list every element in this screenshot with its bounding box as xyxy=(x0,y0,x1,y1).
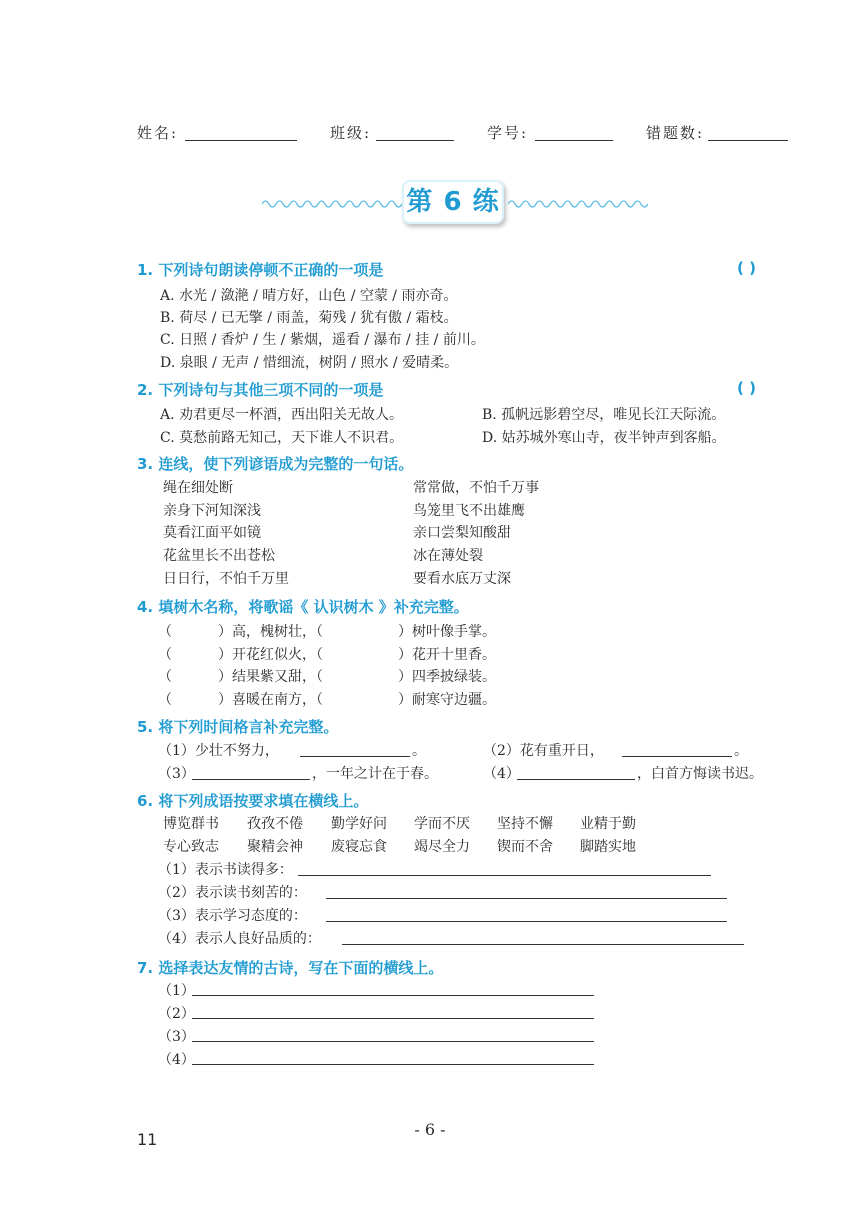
idiom-8: 聚精会神 xyxy=(247,839,303,855)
q1-option-b: B. 荷尽 / 已无擎 / 雨盖，菊残 / 犹有傲 / 霜枝。 xyxy=(160,310,458,326)
q5-blank-3[interactable] xyxy=(192,779,310,780)
q5-blank-4[interactable] xyxy=(517,779,635,780)
idiom-10: 竭尽全力 xyxy=(414,839,470,855)
q1-option-a: A. 水光 / 潋滟 / 晴方好，山色 / 空蒙 / 雨亦奇。 xyxy=(160,288,458,304)
q4-open-paren-4[interactable]: （ xyxy=(158,692,172,708)
proverb-right-2[interactable]: 鸟笼里飞不出雄鹰 xyxy=(413,503,525,519)
proverb-right-4[interactable]: 冰在薄处裂 xyxy=(413,548,483,564)
q5-item-2-end: 。 xyxy=(734,743,748,759)
q6-item-2: （2）表示读书刻苦的： xyxy=(158,885,307,901)
question-1: 1. 下列诗句朗读停顿不正确的一项是 xyxy=(137,261,384,279)
idiom-4: 学而不厌 xyxy=(414,816,470,832)
q6-blank-3[interactable] xyxy=(326,921,727,922)
q7-item-4: （4） xyxy=(158,1052,195,1068)
idiom-7: 专心致志 xyxy=(163,839,219,855)
q5-item-3: （3） xyxy=(158,766,195,782)
q2-option-d: D. 姑苏城外寒山寺，夜半钟声到客船。 xyxy=(482,430,726,446)
q4-row-2-b: ）花开十里香。 xyxy=(398,647,496,663)
q6-item-4: （4）表示人良好品质的： xyxy=(158,931,321,947)
class-field[interactable] xyxy=(376,140,454,141)
q4-row-4-a: ）喜暖在南方，（ xyxy=(218,692,323,708)
q7-item-3: （3） xyxy=(158,1029,195,1045)
idiom-6: 业精于勤 xyxy=(580,816,636,832)
question-3: 3. 连线，使下列谚语成为完整的一句话。 xyxy=(137,455,414,473)
q4-row-1-a: ）高，槐树壮，（ xyxy=(218,624,323,640)
q4-row-1-b: ）树叶像手掌。 xyxy=(398,624,496,640)
class-label: 班级: xyxy=(330,124,372,142)
idiom-2: 孜孜不倦 xyxy=(247,816,303,832)
lesson-title: 第 6 练 xyxy=(406,187,500,217)
student-id-label: 学号: xyxy=(487,124,529,142)
q4-row-2-a: ）开花红似火，（ xyxy=(218,647,323,663)
question-5: 5. 将下列时间格言补充完整。 xyxy=(137,718,339,736)
q5-item-4-end: ，白首方悔读书迟。 xyxy=(637,766,763,782)
q5-item-2: （2）花有重开日， xyxy=(483,743,604,759)
q4-open-paren-2[interactable]: （ xyxy=(158,647,172,663)
q6-blank-2[interactable] xyxy=(326,898,727,899)
proverb-right-3[interactable]: 亲口尝梨知酸甜 xyxy=(413,525,511,541)
errors-label: 错题数: xyxy=(646,124,705,142)
question-6: 6. 将下列成语按要求填在横线上。 xyxy=(137,792,369,810)
q7-blank-4[interactable] xyxy=(192,1064,594,1065)
q1-option-c: C. 日照 / 香炉 / 生 / 紫烟，遥看 / 瀑布 / 挂 / 前川。 xyxy=(160,332,485,348)
idiom-12: 脚踏实地 xyxy=(580,839,636,855)
q7-item-1: （1） xyxy=(158,983,195,999)
q6-item-3: （3）表示学习态度的： xyxy=(158,908,307,924)
proverb-left-3[interactable]: 莫看江面平如镜 xyxy=(163,525,261,541)
student-id-field[interactable] xyxy=(535,140,613,141)
idiom-9: 废寝忘食 xyxy=(331,839,387,855)
wave-right-decoration xyxy=(508,197,648,211)
answer-paren-2[interactable]: ( ) xyxy=(737,379,756,397)
q2-option-c: C. 莫愁前路无知己，天下谁人不识君。 xyxy=(160,430,404,446)
q6-blank-4[interactable] xyxy=(342,944,744,945)
name-field[interactable] xyxy=(185,140,297,141)
q5-blank-1[interactable] xyxy=(300,756,410,757)
page-number: - 6 - xyxy=(414,1120,446,1139)
proverb-right-5[interactable]: 要看水底万丈深 xyxy=(413,571,511,587)
q2-option-b: B. 孤帆远影碧空尽，唯见长江天际流。 xyxy=(482,407,726,423)
q6-item-1: （1）表示书读得多： xyxy=(158,862,293,878)
q7-blank-3[interactable] xyxy=(192,1041,594,1042)
corner-number: 11 xyxy=(137,1130,158,1149)
proverb-left-1[interactable]: 绳在细处断 xyxy=(163,480,233,496)
q5-item-1: （1）少壮不努力， xyxy=(158,743,279,759)
q4-row-3-b: ）四季披绿装。 xyxy=(398,669,496,685)
idiom-3: 勤学好问 xyxy=(331,816,387,832)
question-4: 4. 填树木名称，将歌谣《 认识树木 》补充完整。 xyxy=(137,598,469,616)
q5-item-4: （4） xyxy=(483,766,520,782)
q4-open-paren-1[interactable]: （ xyxy=(158,624,172,640)
answer-paren-1[interactable]: ( ) xyxy=(737,259,756,277)
q4-row-3-a: ）结果紫又甜，（ xyxy=(218,669,323,685)
idiom-5: 坚持不懈 xyxy=(497,816,553,832)
q4-row-4-b: ）耐寒守边疆。 xyxy=(398,692,496,708)
q6-blank-1[interactable] xyxy=(298,875,711,876)
name-label: 姓名: xyxy=(137,124,179,142)
q5-item-1-end: 。 xyxy=(412,743,426,759)
wave-left-decoration xyxy=(262,197,402,211)
question-2: 2. 下列诗句与其他三项不同的一项是 xyxy=(137,381,384,399)
proverb-left-2[interactable]: 亲身下河知深浅 xyxy=(163,503,261,519)
proverb-left-5[interactable]: 日日行，不怕千万里 xyxy=(163,571,289,587)
proverb-left-4[interactable]: 花盆里长不出苍松 xyxy=(163,548,275,564)
idiom-1: 博览群书 xyxy=(163,816,219,832)
q5-blank-2[interactable] xyxy=(622,756,732,757)
idiom-11: 锲而不舍 xyxy=(497,839,553,855)
question-7: 7. 选择表达友情的古诗，写在下面的横线上。 xyxy=(137,959,444,977)
q5-item-3-end: ，一年之计在于春。 xyxy=(312,766,438,782)
q7-blank-1[interactable] xyxy=(192,995,594,996)
proverb-right-1[interactable]: 常常做，不怕千万事 xyxy=(413,480,539,496)
q2-option-a: A. 劝君更尽一杯酒，西出阳关无故人。 xyxy=(160,407,404,423)
lesson-title-box xyxy=(402,180,504,224)
q7-blank-2[interactable] xyxy=(192,1018,594,1019)
q4-open-paren-3[interactable]: （ xyxy=(158,669,172,685)
q1-option-d: D. 泉眼 / 无声 / 惜细流，树阴 / 照水 / 爱晴柔。 xyxy=(160,355,459,371)
errors-field[interactable] xyxy=(708,140,788,141)
q7-item-2: （2） xyxy=(158,1006,195,1022)
